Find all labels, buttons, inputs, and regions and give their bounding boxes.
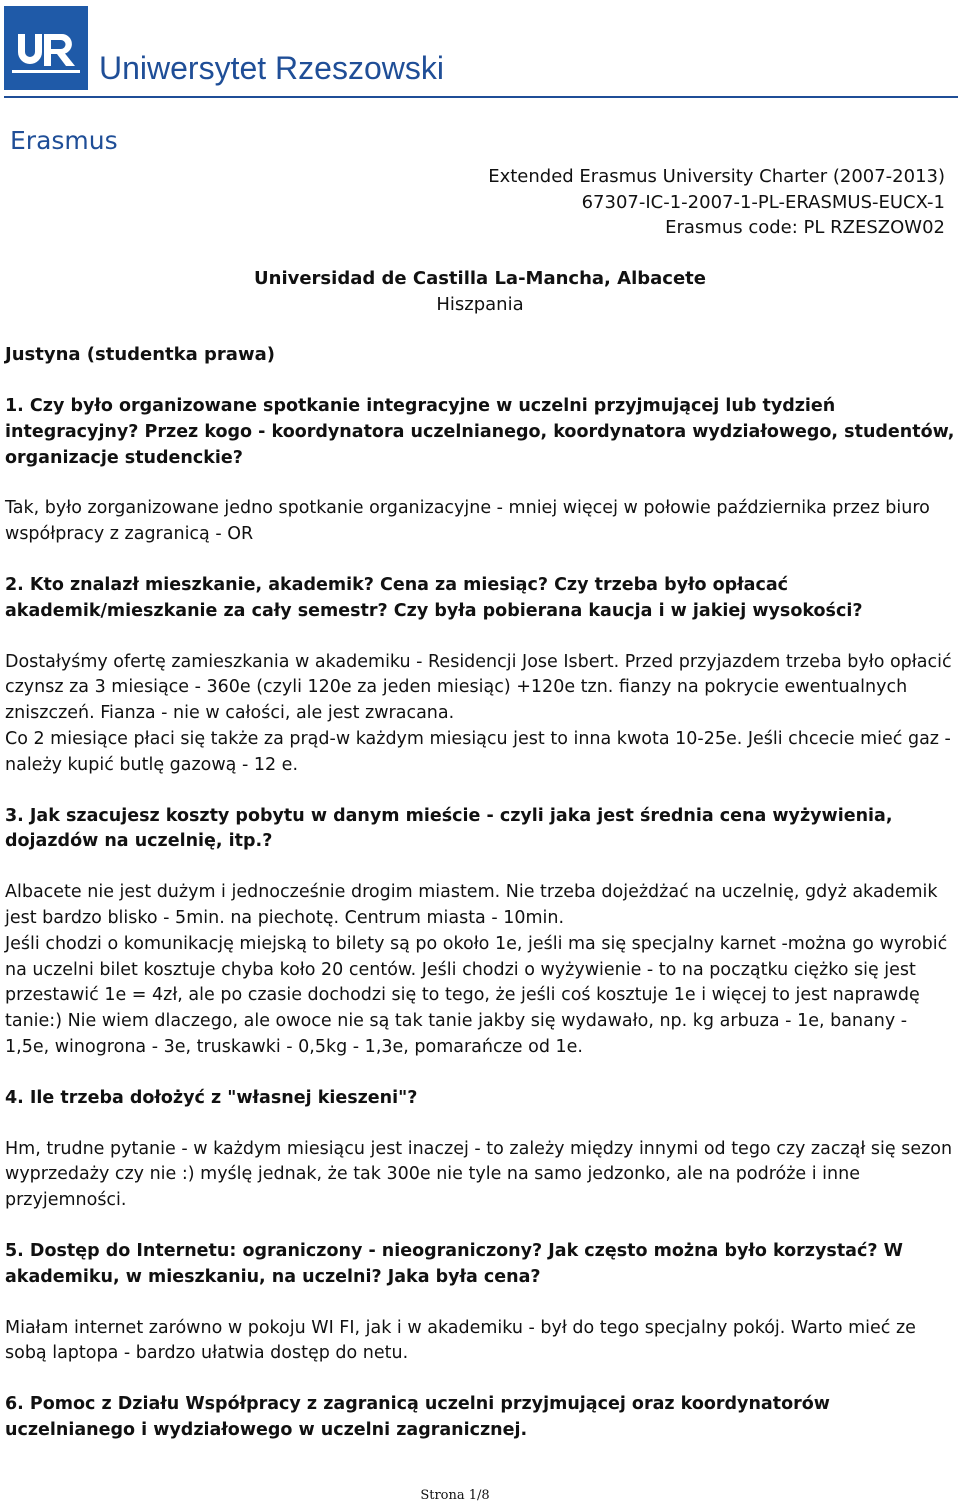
university-name: Uniwersytet Rzeszowski: [99, 50, 444, 86]
host-country: Hiszpania: [436, 294, 524, 315]
question-4: 4. Ile trzeba dołożyć z "własnej kieszeni"?: [5, 1087, 418, 1108]
section-title: Erasmus: [10, 126, 118, 155]
answer-3-part-2: Jeśli chodzi o komunikację miejską to bilety są po około 1e, jeśli ma się specjalny karnet -można go wyrobić na uczelni bilet kosztuje chyba koło 20 centów. Jeśli chodzi o wyżywienie - to na początku ciężko się jest przestawić 1e = 4zł, ale po czasie dochodzi się to tego, że jeśli coś kosztuje 1e i więcej to jest naprawdę tanie:) Nie wiem dlaczego, ale owoce nie są tak tanie jakby się wydawało, np. kg arbuza - 1e, banany - 1,5e, winogrona - 3e, truskawki - 0,5kg - 1,3e, pomarańcze od 1e.: [5, 933, 948, 1057]
question-6: 6. Pomoc z Działu Współpracy z zagranicą uczelni przyjmującej oraz koordynatorów uczelnianego i wydziałowego w uczelni zagranicznej.: [5, 1394, 830, 1440]
answer-1: Tak, było zorganizowane jedno spotkanie organizacyjne - mniej więcej w połowie października przez biuro współpracy z zagranicą - OR: [5, 498, 930, 545]
charter-line: Extended Erasmus University Charter (2007-2013): [488, 166, 945, 187]
author-name: Justyna (studentka prawa): [5, 344, 275, 365]
question-1: 1. Czy było organizowane spotkanie integracyjne w uczelni przyjmującej lub tydzień integracyjny? Przez kogo - koordynatora uczelnianego, koordynatora wydziałowego, studentów, organizacje studenckie?: [5, 396, 955, 468]
host-institution: [0, 266, 960, 318]
answer-4: Hm, trudne pytanie - w każdym miesiącu jest inaczej - to zależy między innymi od tego czy zaczął się sezon wyprzedaży czy nie :) myślę jednak, że tak 300e nie tyle na samo jedzonko, ale na podróże i inne przyjemności.: [5, 1138, 953, 1211]
host-university: Universidad de Castilla La-Mancha, Albacete: [254, 268, 706, 289]
university-logo-icon: [4, 6, 88, 90]
questionnaire: [5, 394, 955, 1444]
question-2: 2. Kto znalazł mieszkanie, akademik? Cena za miesiąc? Czy trzeba było opłacać akademik/mieszkanie za cały semestr? Czy była pobierana kaucja i w jakiej wysokości?: [5, 574, 863, 621]
header-divider: [4, 96, 958, 98]
answer-5: Miałam internet zarówno w pokoju WI FI, jak i w akademiku - był do tego specjalny pokój. Warto mieć ze sobą laptopa - bardzo ułatwia dostęp do netu.: [5, 1317, 916, 1364]
charter-info: [488, 164, 945, 241]
charter-code: 67307-IC-1-2007-1-PL-ERASMUS-EUCX-1: [581, 191, 945, 213]
page-number: Strona 1/8: [420, 1488, 490, 1503]
erasmus-code: Erasmus code: PL RZESZOW02: [665, 217, 945, 238]
page-header: [4, 6, 958, 98]
answer-2-part-1: Dostałyśmy ofertę zamieszkania w akademiku - Residencji Jose Isbert. Przed przyjazdem trzeba było opłacić czynsz za 3 miesiące - 360e (czyli 120e za jeden miesiąc) +120e tzn. fianzy na pokrycie ewentualnych zniszczeń. Fianza - nie w całości, ale jest zwracana.: [5, 651, 952, 724]
answer-2-part-2: Co 2 miesiące płaci się także za prąd-w każdym miesiącu jest to inna kwota 10-25e. Jeśli chcecie mieć gaz - należy kupić butlę gazową - 12 e.: [5, 728, 951, 775]
question-3: 3. Jak szacujesz koszty pobytu w danym mieście - czyli jaka jest średnia cena wyżywienia, dojazdów na uczelnię, itp.?: [5, 805, 893, 852]
question-5: 5. Dostęp do Internetu: ograniczony - nieograniczony? Jak często można było korzystać? W akademiku, w mieszkaniu, na uczelni? Jaka była cena?: [5, 1240, 903, 1287]
answer-3-part-1: Albacete nie jest dużym i jednocześnie drogim miastem. Nie trzeba dojeżdżać na uczelnię, gdyż akademik jest bardzo blisko - 5min. na piechotę. Centrum miasta - 10min.: [5, 882, 938, 928]
